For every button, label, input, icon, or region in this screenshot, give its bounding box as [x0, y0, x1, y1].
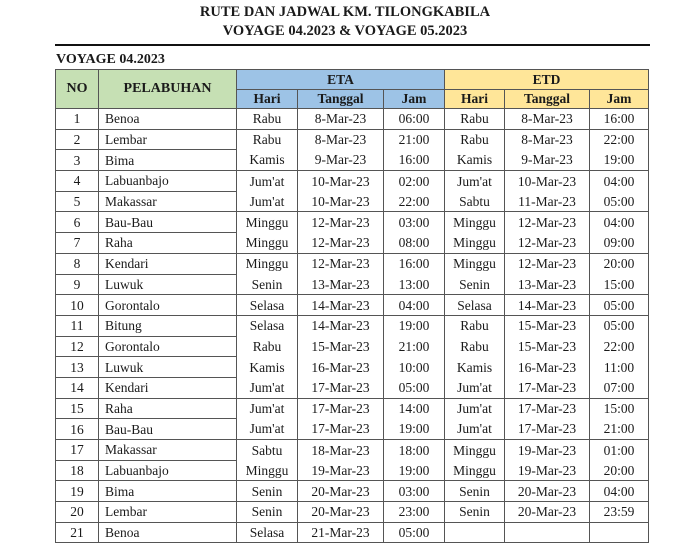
- eta-time: 10:00: [384, 357, 445, 378]
- header-port: PELABUHAN: [99, 70, 237, 109]
- etd-date: 17-Mar-23: [505, 419, 590, 440]
- row-number: 19: [56, 481, 99, 502]
- etd-date: 11-Mar-23: [505, 191, 590, 212]
- etd-day: Kamis: [445, 357, 505, 378]
- port-name: Makassar: [99, 191, 237, 212]
- row-number: 11: [56, 315, 99, 336]
- etd-day: Minggu: [445, 460, 505, 481]
- etd-date: 14-Mar-23: [505, 295, 590, 316]
- table-row: [56, 150, 649, 171]
- etd-date: 19-Mar-23: [505, 440, 590, 461]
- row-number: 4: [56, 171, 99, 192]
- etd-time: [590, 522, 649, 543]
- row-number: 13: [56, 357, 99, 378]
- eta-time: 19:00: [384, 460, 445, 481]
- etd-time: 15:00: [590, 274, 649, 295]
- eta-date: 12-Mar-23: [298, 233, 384, 254]
- header-etd-date: Tanggal: [505, 90, 590, 109]
- etd-date: 20-Mar-23: [505, 502, 590, 523]
- etd-time: 05:00: [590, 191, 649, 212]
- eta-date: 17-Mar-23: [298, 377, 384, 398]
- eta-date: 12-Mar-23: [298, 212, 384, 233]
- table-row: [56, 481, 649, 502]
- port-name: Kendari: [99, 253, 237, 274]
- etd-day: Jum'at: [445, 377, 505, 398]
- eta-time: 04:00: [384, 295, 445, 316]
- row-number: 12: [56, 336, 99, 357]
- table-row: [56, 440, 649, 461]
- etd-time: 21:00: [590, 419, 649, 440]
- header-etd-time: Jam: [590, 90, 649, 109]
- etd-date: 10-Mar-23: [505, 171, 590, 192]
- schedule-table: [55, 69, 649, 543]
- etd-time: 20:00: [590, 460, 649, 481]
- table-row: [56, 460, 649, 481]
- eta-time: 16:00: [384, 150, 445, 171]
- etd-time: 15:00: [590, 398, 649, 419]
- eta-date: 16-Mar-23: [298, 357, 384, 378]
- voyage-label: VOYAGE 04.2023: [56, 52, 165, 67]
- port-name: Lembar: [99, 129, 237, 150]
- eta-time: 21:00: [384, 129, 445, 150]
- eta-time: 03:00: [384, 481, 445, 502]
- etd-day: Minggu: [445, 440, 505, 461]
- table-row: [56, 336, 649, 357]
- row-number: 17: [56, 440, 99, 461]
- etd-date: 20-Mar-23: [505, 481, 590, 502]
- etd-date: 13-Mar-23: [505, 274, 590, 295]
- port-name: Bau-Bau: [99, 212, 237, 233]
- eta-time: 03:00: [384, 212, 445, 233]
- etd-day: Jum'at: [445, 171, 505, 192]
- table-row: [56, 522, 649, 543]
- eta-time: 14:00: [384, 398, 445, 419]
- table-row: [56, 398, 649, 419]
- title-divider: [55, 44, 650, 46]
- etd-date: 12-Mar-23: [505, 253, 590, 274]
- port-name: Bima: [99, 150, 237, 171]
- etd-time: 07:00: [590, 377, 649, 398]
- eta-time: 02:00: [384, 171, 445, 192]
- eta-day: Jum'at: [237, 419, 298, 440]
- row-number: 1: [56, 109, 99, 130]
- etd-date: 8-Mar-23: [505, 129, 590, 150]
- row-number: 15: [56, 398, 99, 419]
- eta-day: Rabu: [237, 336, 298, 357]
- etd-day: Minggu: [445, 233, 505, 254]
- eta-time: 05:00: [384, 522, 445, 543]
- port-name: Benoa: [99, 522, 237, 543]
- row-number: 7: [56, 233, 99, 254]
- eta-day: Senin: [237, 481, 298, 502]
- etd-time: 05:00: [590, 295, 649, 316]
- eta-date: 17-Mar-23: [298, 419, 384, 440]
- header-eta: ETA: [237, 70, 445, 90]
- etd-date: 12-Mar-23: [505, 233, 590, 254]
- etd-time: 01:00: [590, 440, 649, 461]
- etd-day: Selasa: [445, 295, 505, 316]
- etd-time: 23:59: [590, 502, 649, 523]
- etd-day: Rabu: [445, 129, 505, 150]
- eta-time: 13:00: [384, 274, 445, 295]
- etd-day: Jum'at: [445, 419, 505, 440]
- eta-day: Jum'at: [237, 398, 298, 419]
- port-name: Raha: [99, 233, 237, 254]
- eta-day: Sabtu: [237, 440, 298, 461]
- table-row: [56, 357, 649, 378]
- etd-time: 16:00: [590, 109, 649, 130]
- port-name: Kendari: [99, 377, 237, 398]
- etd-date: 15-Mar-23: [505, 315, 590, 336]
- table-row: [56, 419, 649, 440]
- etd-day: Rabu: [445, 336, 505, 357]
- etd-day: Kamis: [445, 150, 505, 171]
- eta-date: 21-Mar-23: [298, 522, 384, 543]
- eta-day: Kamis: [237, 357, 298, 378]
- eta-date: 10-Mar-23: [298, 171, 384, 192]
- row-number: 5: [56, 191, 99, 212]
- document-title: RUTE DAN JADWAL KM. TILONGKABILA: [199, 4, 491, 20]
- table-row: [56, 109, 649, 130]
- etd-time: 04:00: [590, 171, 649, 192]
- table-row: [56, 315, 649, 336]
- table-row: [56, 274, 649, 295]
- port-name: Lembar: [99, 502, 237, 523]
- port-name: Labuanbajo: [99, 171, 237, 192]
- etd-date: 16-Mar-23: [505, 357, 590, 378]
- eta-date: 9-Mar-23: [298, 150, 384, 171]
- etd-time: 09:00: [590, 233, 649, 254]
- table-row: [56, 171, 649, 192]
- header-eta-date: Tanggal: [298, 90, 384, 109]
- eta-day: Minggu: [237, 253, 298, 274]
- eta-date: 17-Mar-23: [298, 398, 384, 419]
- etd-date: [505, 522, 590, 543]
- eta-day: Senin: [237, 502, 298, 523]
- port-name: Gorontalo: [99, 336, 237, 357]
- etd-day: Senin: [445, 502, 505, 523]
- row-number: 2: [56, 129, 99, 150]
- row-number: 6: [56, 212, 99, 233]
- etd-date: 9-Mar-23: [505, 150, 590, 171]
- etd-time: 11:00: [590, 357, 649, 378]
- eta-date: 12-Mar-23: [298, 253, 384, 274]
- document-subtitle: VOYAGE 04.2023 & VOYAGE 05.2023: [222, 23, 468, 39]
- header-eta-time: Jam: [384, 90, 445, 109]
- eta-date: 10-Mar-23: [298, 191, 384, 212]
- eta-day: Minggu: [237, 212, 298, 233]
- eta-date: 14-Mar-23: [298, 295, 384, 316]
- header-etd: ETD: [445, 70, 649, 90]
- row-number: 3: [56, 150, 99, 171]
- eta-time: 22:00: [384, 191, 445, 212]
- eta-time: 19:00: [384, 419, 445, 440]
- eta-date: 8-Mar-23: [298, 109, 384, 130]
- eta-day: Rabu: [237, 109, 298, 130]
- eta-date: 14-Mar-23: [298, 315, 384, 336]
- etd-date: 12-Mar-23: [505, 212, 590, 233]
- etd-day: Sabtu: [445, 191, 505, 212]
- eta-date: 19-Mar-23: [298, 460, 384, 481]
- eta-day: Selasa: [237, 522, 298, 543]
- header-etd-day: Hari: [445, 90, 505, 109]
- etd-date: 19-Mar-23: [505, 460, 590, 481]
- eta-day: Minggu: [237, 233, 298, 254]
- etd-day: Rabu: [445, 315, 505, 336]
- row-number: 21: [56, 522, 99, 543]
- eta-day: Minggu: [237, 460, 298, 481]
- etd-day: Rabu: [445, 109, 505, 130]
- port-name: Luwuk: [99, 274, 237, 295]
- table-row: [56, 253, 649, 274]
- etd-day: Jum'at: [445, 398, 505, 419]
- eta-day: Senin: [237, 274, 298, 295]
- eta-time: 21:00: [384, 336, 445, 357]
- etd-date: 17-Mar-23: [505, 377, 590, 398]
- table-row: [56, 233, 649, 254]
- eta-time: 08:00: [384, 233, 445, 254]
- eta-time: 19:00: [384, 315, 445, 336]
- row-number: 8: [56, 253, 99, 274]
- etd-day: [445, 522, 505, 543]
- etd-time: 04:00: [590, 481, 649, 502]
- etd-day: Senin: [445, 274, 505, 295]
- row-number: 10: [56, 295, 99, 316]
- etd-time: 22:00: [590, 336, 649, 357]
- port-name: Makassar: [99, 440, 237, 461]
- header-eta-day: Hari: [237, 90, 298, 109]
- row-number: 16: [56, 419, 99, 440]
- eta-day: Rabu: [237, 129, 298, 150]
- eta-day: Kamis: [237, 150, 298, 171]
- etd-time: 22:00: [590, 129, 649, 150]
- etd-day: Minggu: [445, 253, 505, 274]
- etd-day: Senin: [445, 481, 505, 502]
- schedule-body: [56, 109, 649, 543]
- etd-date: 17-Mar-23: [505, 398, 590, 419]
- eta-day: Jum'at: [237, 191, 298, 212]
- eta-day: Jum'at: [237, 171, 298, 192]
- eta-time: 05:00: [384, 377, 445, 398]
- eta-date: 20-Mar-23: [298, 502, 384, 523]
- port-name: Labuanbajo: [99, 460, 237, 481]
- etd-day: Minggu: [445, 212, 505, 233]
- eta-time: 06:00: [384, 109, 445, 130]
- etd-time: 04:00: [590, 212, 649, 233]
- etd-time: 05:00: [590, 315, 649, 336]
- row-number: 14: [56, 377, 99, 398]
- port-name: Bima: [99, 481, 237, 502]
- eta-date: 20-Mar-23: [298, 481, 384, 502]
- etd-time: 20:00: [590, 253, 649, 274]
- port-name: Luwuk: [99, 357, 237, 378]
- eta-time: 23:00: [384, 502, 445, 523]
- etd-date: 15-Mar-23: [505, 336, 590, 357]
- row-number: 18: [56, 460, 99, 481]
- table-row: [56, 212, 649, 233]
- port-name: Bitung: [99, 315, 237, 336]
- eta-date: 15-Mar-23: [298, 336, 384, 357]
- table-row: [56, 295, 649, 316]
- port-name: Gorontalo: [99, 295, 237, 316]
- port-name: Bau-Bau: [99, 419, 237, 440]
- port-name: Raha: [99, 398, 237, 419]
- table-row: [56, 502, 649, 523]
- eta-time: 18:00: [384, 440, 445, 461]
- eta-day: Selasa: [237, 295, 298, 316]
- header-no: NO: [56, 70, 99, 109]
- eta-day: Jum'at: [237, 377, 298, 398]
- table-row: [56, 191, 649, 212]
- eta-day: Selasa: [237, 315, 298, 336]
- eta-time: 16:00: [384, 253, 445, 274]
- eta-date: 8-Mar-23: [298, 129, 384, 150]
- port-name: Benoa: [99, 109, 237, 130]
- row-number: 9: [56, 274, 99, 295]
- eta-date: 13-Mar-23: [298, 274, 384, 295]
- row-number: 20: [56, 502, 99, 523]
- eta-date: 18-Mar-23: [298, 440, 384, 461]
- table-row: [56, 377, 649, 398]
- etd-date: 8-Mar-23: [505, 109, 590, 130]
- etd-time: 19:00: [590, 150, 649, 171]
- table-row: [56, 129, 649, 150]
